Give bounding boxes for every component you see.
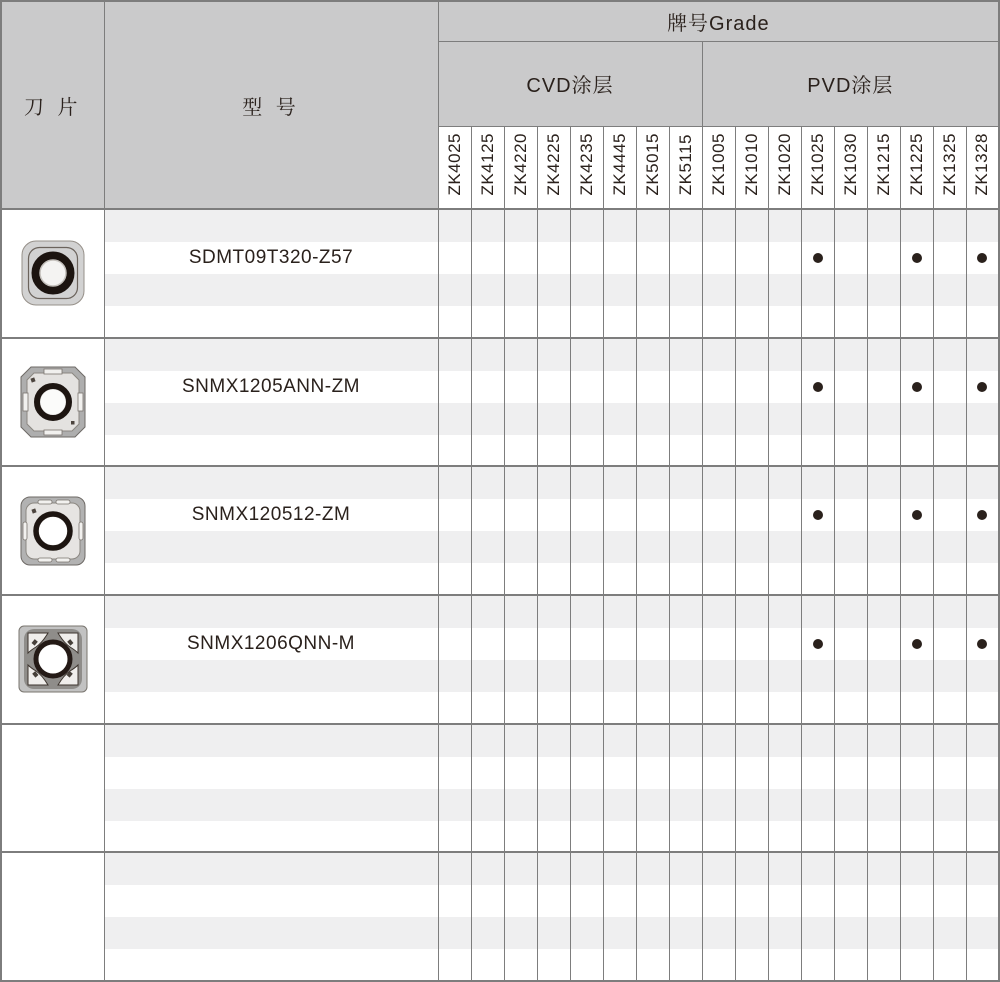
grade-cell-ZK5015	[636, 595, 669, 724]
grade-cell-ZK4445	[603, 595, 636, 724]
grade-cell-ZK1010	[735, 595, 768, 724]
grade-code-header-ZK4235	[570, 126, 603, 209]
grade-cell-ZK1005	[702, 466, 735, 595]
grade-cell-ZK1025	[801, 209, 834, 338]
grade-code-label: ZK1030	[840, 133, 860, 197]
grade-cell-ZK1325	[933, 595, 966, 724]
availability-dot-ZK1328	[977, 510, 987, 520]
grade-code-label: ZK5115	[675, 134, 695, 196]
blade-image-cell	[1, 852, 104, 981]
grade-cell-ZK4125	[471, 595, 504, 724]
availability-dot-ZK1225	[912, 510, 922, 520]
grade-cell-ZK4445	[603, 724, 636, 853]
availability-dot-ZK1225	[912, 382, 922, 392]
grade-cell-ZK4235	[570, 852, 603, 981]
grade-cell-ZK4235	[570, 724, 603, 853]
grade-cell-ZK5115	[669, 338, 702, 467]
grade-cell-ZK5115	[669, 209, 702, 338]
grade-cell-ZK4225	[537, 466, 570, 595]
grade-cell-ZK1025	[801, 724, 834, 853]
grade-code-label: ZK5015	[642, 133, 662, 197]
grade-code-label: ZK4235	[576, 133, 596, 197]
blade-column-header: 刀 片	[1, 1, 104, 209]
grade-code-header-ZK1325	[933, 126, 966, 209]
grade-code-header-ZK4220	[504, 126, 537, 209]
grade-cell-ZK1225	[900, 852, 933, 981]
grade-cell-ZK1020	[768, 466, 801, 595]
grade-cell-ZK1025	[801, 466, 834, 595]
grade-code-header-ZK1020	[768, 126, 801, 209]
grade-cell-ZK1010	[735, 338, 768, 467]
grade-cell-ZK1010	[735, 852, 768, 981]
grade-cell-ZK1325	[933, 466, 966, 595]
insert-row-SNMX120512-ZM	[1, 466, 999, 595]
grade-cell-ZK4235	[570, 209, 603, 338]
grade-cell-ZK1005	[702, 724, 735, 853]
grade-cell-ZK4125	[471, 852, 504, 981]
grade-cell-ZK4125	[471, 724, 504, 853]
grade-cell-ZK1225	[900, 595, 933, 724]
grade-cell-ZK1328	[966, 724, 999, 853]
grade-cell-ZK1010	[735, 466, 768, 595]
grade-code-label: ZK1025	[807, 133, 827, 197]
grade-code-header-ZK1005	[702, 126, 735, 209]
model-cell	[104, 466, 438, 595]
grade-cell-ZK1030	[834, 852, 867, 981]
grade-cell-ZK1325	[933, 724, 966, 853]
grade-cell-ZK5015	[636, 209, 669, 338]
grade-cell-ZK1030	[834, 466, 867, 595]
grade-cell-ZK1020	[768, 338, 801, 467]
blade-image-cell	[1, 209, 104, 338]
blade-image-cell	[1, 466, 104, 595]
model-column-header: 型 号	[104, 1, 438, 209]
model-number-label: SNMX120512-ZM	[191, 504, 351, 526]
grade-cell-ZK4235	[570, 338, 603, 467]
grade-cell-ZK1020	[768, 595, 801, 724]
grade-code-header-ZK1215	[867, 126, 900, 209]
grade-cell-ZK4025	[438, 466, 471, 595]
grade-cell-ZK5115	[669, 595, 702, 724]
grade-code-label: ZK1010	[741, 133, 761, 197]
grade-code-label: ZK1005	[708, 133, 728, 197]
grade-cell-ZK1328	[966, 209, 999, 338]
grade-cell-ZK4025	[438, 209, 471, 338]
grade-cell-ZK1005	[702, 209, 735, 338]
grade-code-header-ZK1328	[966, 126, 999, 209]
availability-dot-ZK1025	[813, 639, 823, 649]
model-cell	[104, 595, 438, 724]
grade-code-header-ZK4125	[471, 126, 504, 209]
grade-cell-ZK4225	[537, 595, 570, 724]
grade-cell-ZK4225	[537, 724, 570, 853]
snmx-crosspad-insert-icon	[18, 625, 88, 693]
cvd-coating-header: CVD涂层	[438, 41, 702, 126]
grade-cell-ZK4220	[504, 338, 537, 467]
model-cell	[104, 852, 438, 981]
grade-cell-ZK1020	[768, 852, 801, 981]
grade-cell-ZK4445	[603, 466, 636, 595]
grade-cell-ZK4025	[438, 595, 471, 724]
grade-cell-ZK1020	[768, 209, 801, 338]
model-number-label: SNMX1205ANN-ZM	[181, 375, 361, 397]
grade-cell-ZK4025	[438, 338, 471, 467]
grade-code-header-ZK1025	[801, 126, 834, 209]
grade-cell-ZK1328	[966, 852, 999, 981]
grade-cell-ZK5015	[636, 724, 669, 853]
grade-cell-ZK1005	[702, 852, 735, 981]
availability-dot-ZK1328	[977, 639, 987, 649]
grade-code-label: ZK1225	[906, 133, 926, 197]
grade-cell-ZK1025	[801, 852, 834, 981]
grade-code-label: ZK4225	[543, 133, 563, 197]
grade-cell-ZK4125	[471, 466, 504, 595]
availability-dot-ZK1025	[813, 253, 823, 263]
grade-cell-ZK5115	[669, 852, 702, 981]
grade-cell-ZK1225	[900, 338, 933, 467]
grade-cell-ZK4220	[504, 852, 537, 981]
grade-code-label: ZK4445	[609, 133, 629, 197]
grade-cell-ZK5115	[669, 724, 702, 853]
grade-cell-ZK1325	[933, 209, 966, 338]
grade-cell-ZK1325	[933, 852, 966, 981]
model-number-label: SDMT09T320-Z57	[188, 247, 354, 268]
grade-cell-ZK1325	[933, 338, 966, 467]
grade-cell-ZK1328	[966, 466, 999, 595]
blade-image-cell	[1, 595, 104, 724]
header-row-grade	[1, 1, 999, 41]
grade-cell-ZK1010	[735, 724, 768, 853]
grade-cell-ZK1030	[834, 724, 867, 853]
grade-code-label: ZK1215	[873, 133, 893, 197]
grade-cell-ZK1215	[867, 209, 900, 338]
grade-cell-ZK1225	[900, 724, 933, 853]
grade-cell-ZK1225	[900, 209, 933, 338]
grade-cell-ZK4445	[603, 209, 636, 338]
grade-code-header-ZK1030	[834, 126, 867, 209]
grade-cell-ZK4225	[537, 209, 570, 338]
availability-dot-ZK1328	[977, 253, 987, 263]
grade-cell-ZK5015	[636, 338, 669, 467]
grade-code-header-ZK4445	[603, 126, 636, 209]
grade-code-header-ZK4225	[537, 126, 570, 209]
grade-cell-ZK1030	[834, 338, 867, 467]
insert-row-SNMX1206QNN-M	[1, 595, 999, 724]
grade-cell-ZK1215	[867, 852, 900, 981]
grade-cell-ZK4025	[438, 852, 471, 981]
model-cell	[104, 724, 438, 853]
grade-cell-ZK5115	[669, 466, 702, 595]
grade-cell-ZK1010	[735, 209, 768, 338]
grade-cell-ZK4235	[570, 595, 603, 724]
grade-code-header-ZK5015	[636, 126, 669, 209]
grade-code-header-ZK5115	[669, 126, 702, 209]
model-number-label: SNMX1206QNN-M	[186, 632, 356, 654]
grade-cell-ZK4220	[504, 595, 537, 724]
grade-cell-ZK1025	[801, 338, 834, 467]
grade-cell-ZK1020	[768, 724, 801, 853]
sdmt-square-insert-icon	[21, 240, 85, 306]
grade-cell-ZK1215	[867, 724, 900, 853]
grade-cell-ZK4445	[603, 338, 636, 467]
grade-cell-ZK1025	[801, 595, 834, 724]
grade-cell-ZK1215	[867, 338, 900, 467]
blade-image-cell	[1, 338, 104, 467]
grade-code-label: ZK4125	[477, 133, 497, 197]
grade-cell-ZK1215	[867, 466, 900, 595]
availability-dot-ZK1225	[912, 639, 922, 649]
grade-cell-ZK4220	[504, 466, 537, 595]
availability-dot-ZK1025	[813, 510, 823, 520]
pvd-coating-header: PVD涂层	[702, 41, 999, 126]
grade-cell-ZK1215	[867, 595, 900, 724]
insert-row-empty-4	[1, 724, 999, 853]
grade-code-header-ZK4025	[438, 126, 471, 209]
grade-cell-ZK1005	[702, 338, 735, 467]
insert-row-SNMX1205ANN-ZM	[1, 338, 999, 467]
grade-cell-ZK4225	[537, 338, 570, 467]
grade-cell-ZK4125	[471, 338, 504, 467]
grade-cell-ZK1328	[966, 338, 999, 467]
grade-cell-ZK5015	[636, 852, 669, 981]
blade-image-cell	[1, 724, 104, 853]
availability-dot-ZK1225	[912, 253, 922, 263]
grade-cell-ZK4445	[603, 852, 636, 981]
model-cell	[104, 209, 438, 338]
grade-cell-ZK4220	[504, 209, 537, 338]
grade-cell-ZK4125	[471, 209, 504, 338]
grade-code-label: ZK1328	[972, 133, 992, 197]
snmx-rounded-insert-icon	[20, 496, 86, 566]
grade-cell-ZK4235	[570, 466, 603, 595]
grade-code-header-ZK1010	[735, 126, 768, 209]
grade-cell-ZK4025	[438, 724, 471, 853]
grade-code-header-ZK1225	[900, 126, 933, 209]
grade-cell-ZK4225	[537, 852, 570, 981]
availability-dot-ZK1328	[977, 382, 987, 392]
availability-dot-ZK1025	[813, 382, 823, 392]
grade-code-label: ZK1325	[939, 133, 959, 197]
grade-cell-ZK1328	[966, 595, 999, 724]
grade-cell-ZK1225	[900, 466, 933, 595]
grade-group-header: 牌号Grade	[438, 1, 999, 41]
grade-cell-ZK1005	[702, 595, 735, 724]
insert-row-SDMT09T320-Z57	[1, 209, 999, 338]
snmx-chamfered-insert-icon	[20, 366, 86, 438]
grade-code-label: ZK4025	[444, 133, 464, 197]
insert-row-empty-5	[1, 852, 999, 981]
grade-cell-ZK4220	[504, 724, 537, 853]
grade-cell-ZK1030	[834, 209, 867, 338]
grade-code-label: ZK1020	[774, 133, 794, 197]
grade-cell-ZK1030	[834, 595, 867, 724]
grade-cell-ZK5015	[636, 466, 669, 595]
grade-code-label: ZK4220	[510, 133, 530, 197]
model-cell	[104, 338, 438, 467]
